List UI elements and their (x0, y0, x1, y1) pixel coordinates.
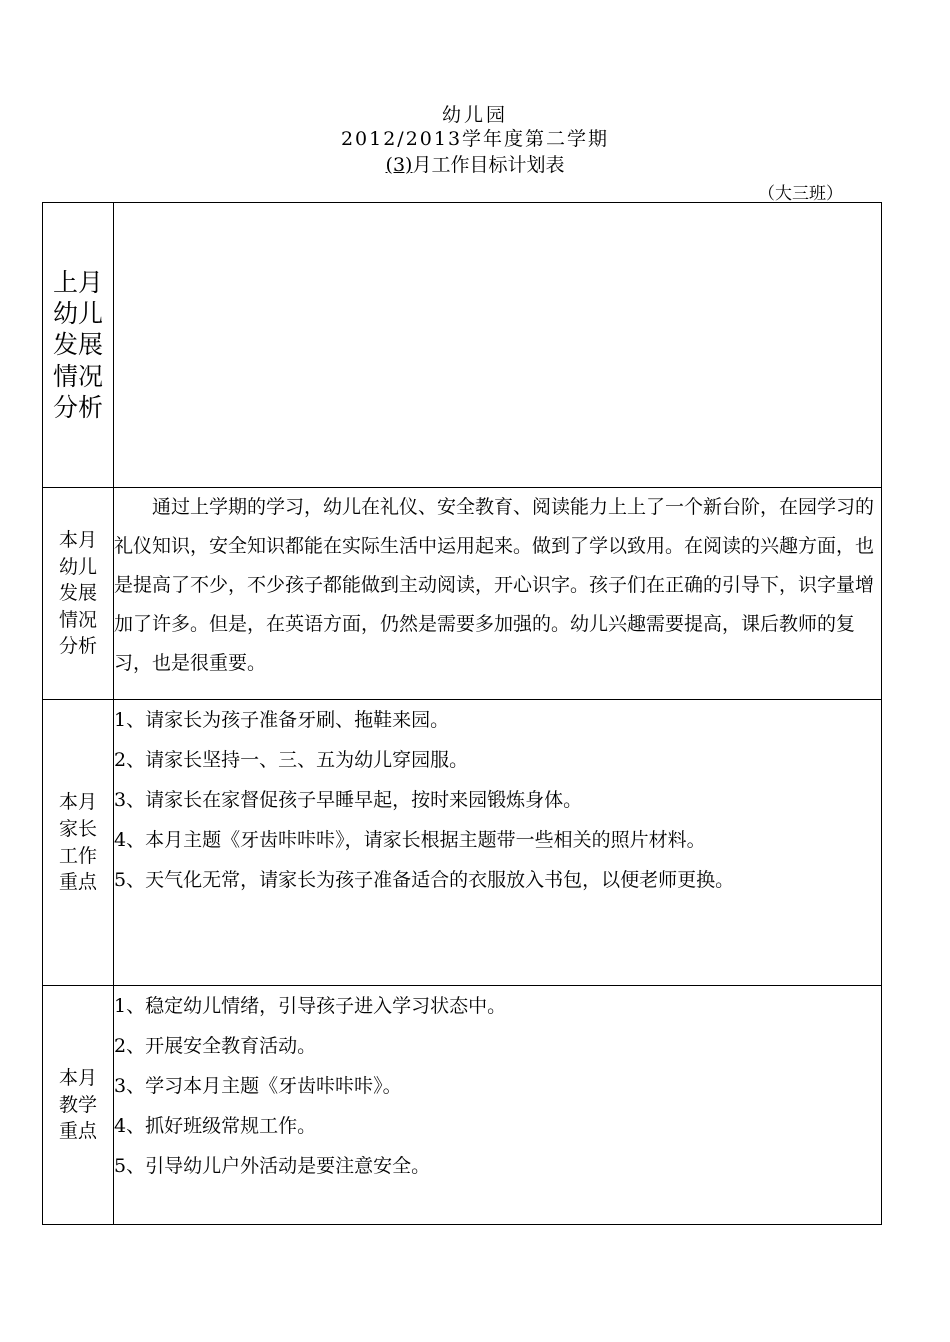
class-name: （大三班） (758, 184, 843, 204)
school-title: 幼儿园 (441, 104, 508, 126)
list-item: 4、本月主题《牙齿咔咔咔》，请家长根据主题带一些相关的照片材料。 (114, 829, 706, 851)
row-label: 上月幼儿发展情况分析 (52, 267, 103, 422)
list-item: 3、请家长在家督促孩子早睡早起，按时来园锻炼身体。 (114, 789, 583, 811)
list-item: 1、稳定幼儿情绪，引导孩子进入学习状态中。 (114, 995, 507, 1017)
list-item: 2、开展安全教育活动。 (114, 1035, 317, 1057)
list-item: 5、天气化无常，请家长为孩子准备适合的衣服放入书包，以便老师更换。 (114, 869, 735, 891)
table-row (43, 700, 882, 986)
this-month-analysis (114, 488, 882, 700)
list-item: 5、引导幼儿户外活动是要注意安全。 (114, 1155, 431, 1177)
row-label: 本月幼儿发展情况分析 (58, 529, 97, 658)
plan-title (0, 150, 950, 177)
row-label: 本月教学重点 (58, 1067, 97, 1143)
row-content: 通过上学期的学习，幼儿在礼仪、安全教育、阅读能力上上了一个新台阶，在园学习的礼仪知识，安全知识都能在实际生活中运用起来。做到了学以致用。在阅读的兴趣方面，也是提高了不少，不少孩子都能做到主动阅读，开心识字。孩子们在正确的引导下，识字量增加了许多。但是，在英语方面，仍然是需要多加强的。幼儿兴趣需要提高，课后教师的复习，也是很重要。 (114, 496, 875, 674)
list-item: 4、抓好班级常规工作。 (114, 1115, 317, 1137)
month-number: (3) (385, 154, 413, 176)
plan-title-text: 月工作目标计划表 (412, 154, 565, 176)
parent-work-focus (114, 700, 882, 986)
row-label-cell (43, 203, 114, 488)
table-row (43, 986, 882, 1225)
last-month-analysis (114, 203, 882, 488)
row-label-cell (43, 986, 114, 1225)
row-label-cell (43, 488, 114, 700)
list-item: 1、请家长为孩子准备牙刷、拖鞋来园。 (114, 709, 450, 731)
teaching-focus (114, 986, 882, 1225)
row-label-cell (43, 700, 114, 986)
list-item: 3、学习本月主题《牙齿咔咔咔》。 (114, 1075, 402, 1097)
list-item: 2、请家长坚持一、三、五为幼儿穿园服。 (114, 749, 469, 771)
table-row (43, 203, 882, 488)
row-label: 本月家长工作重点 (58, 791, 97, 894)
plan-table (42, 202, 882, 1225)
table-row (43, 488, 882, 700)
parent-work-list (114, 700, 881, 900)
semester-title: 2012/2013学年度第二学期 (340, 128, 610, 150)
teaching-focus-list (114, 986, 881, 1186)
